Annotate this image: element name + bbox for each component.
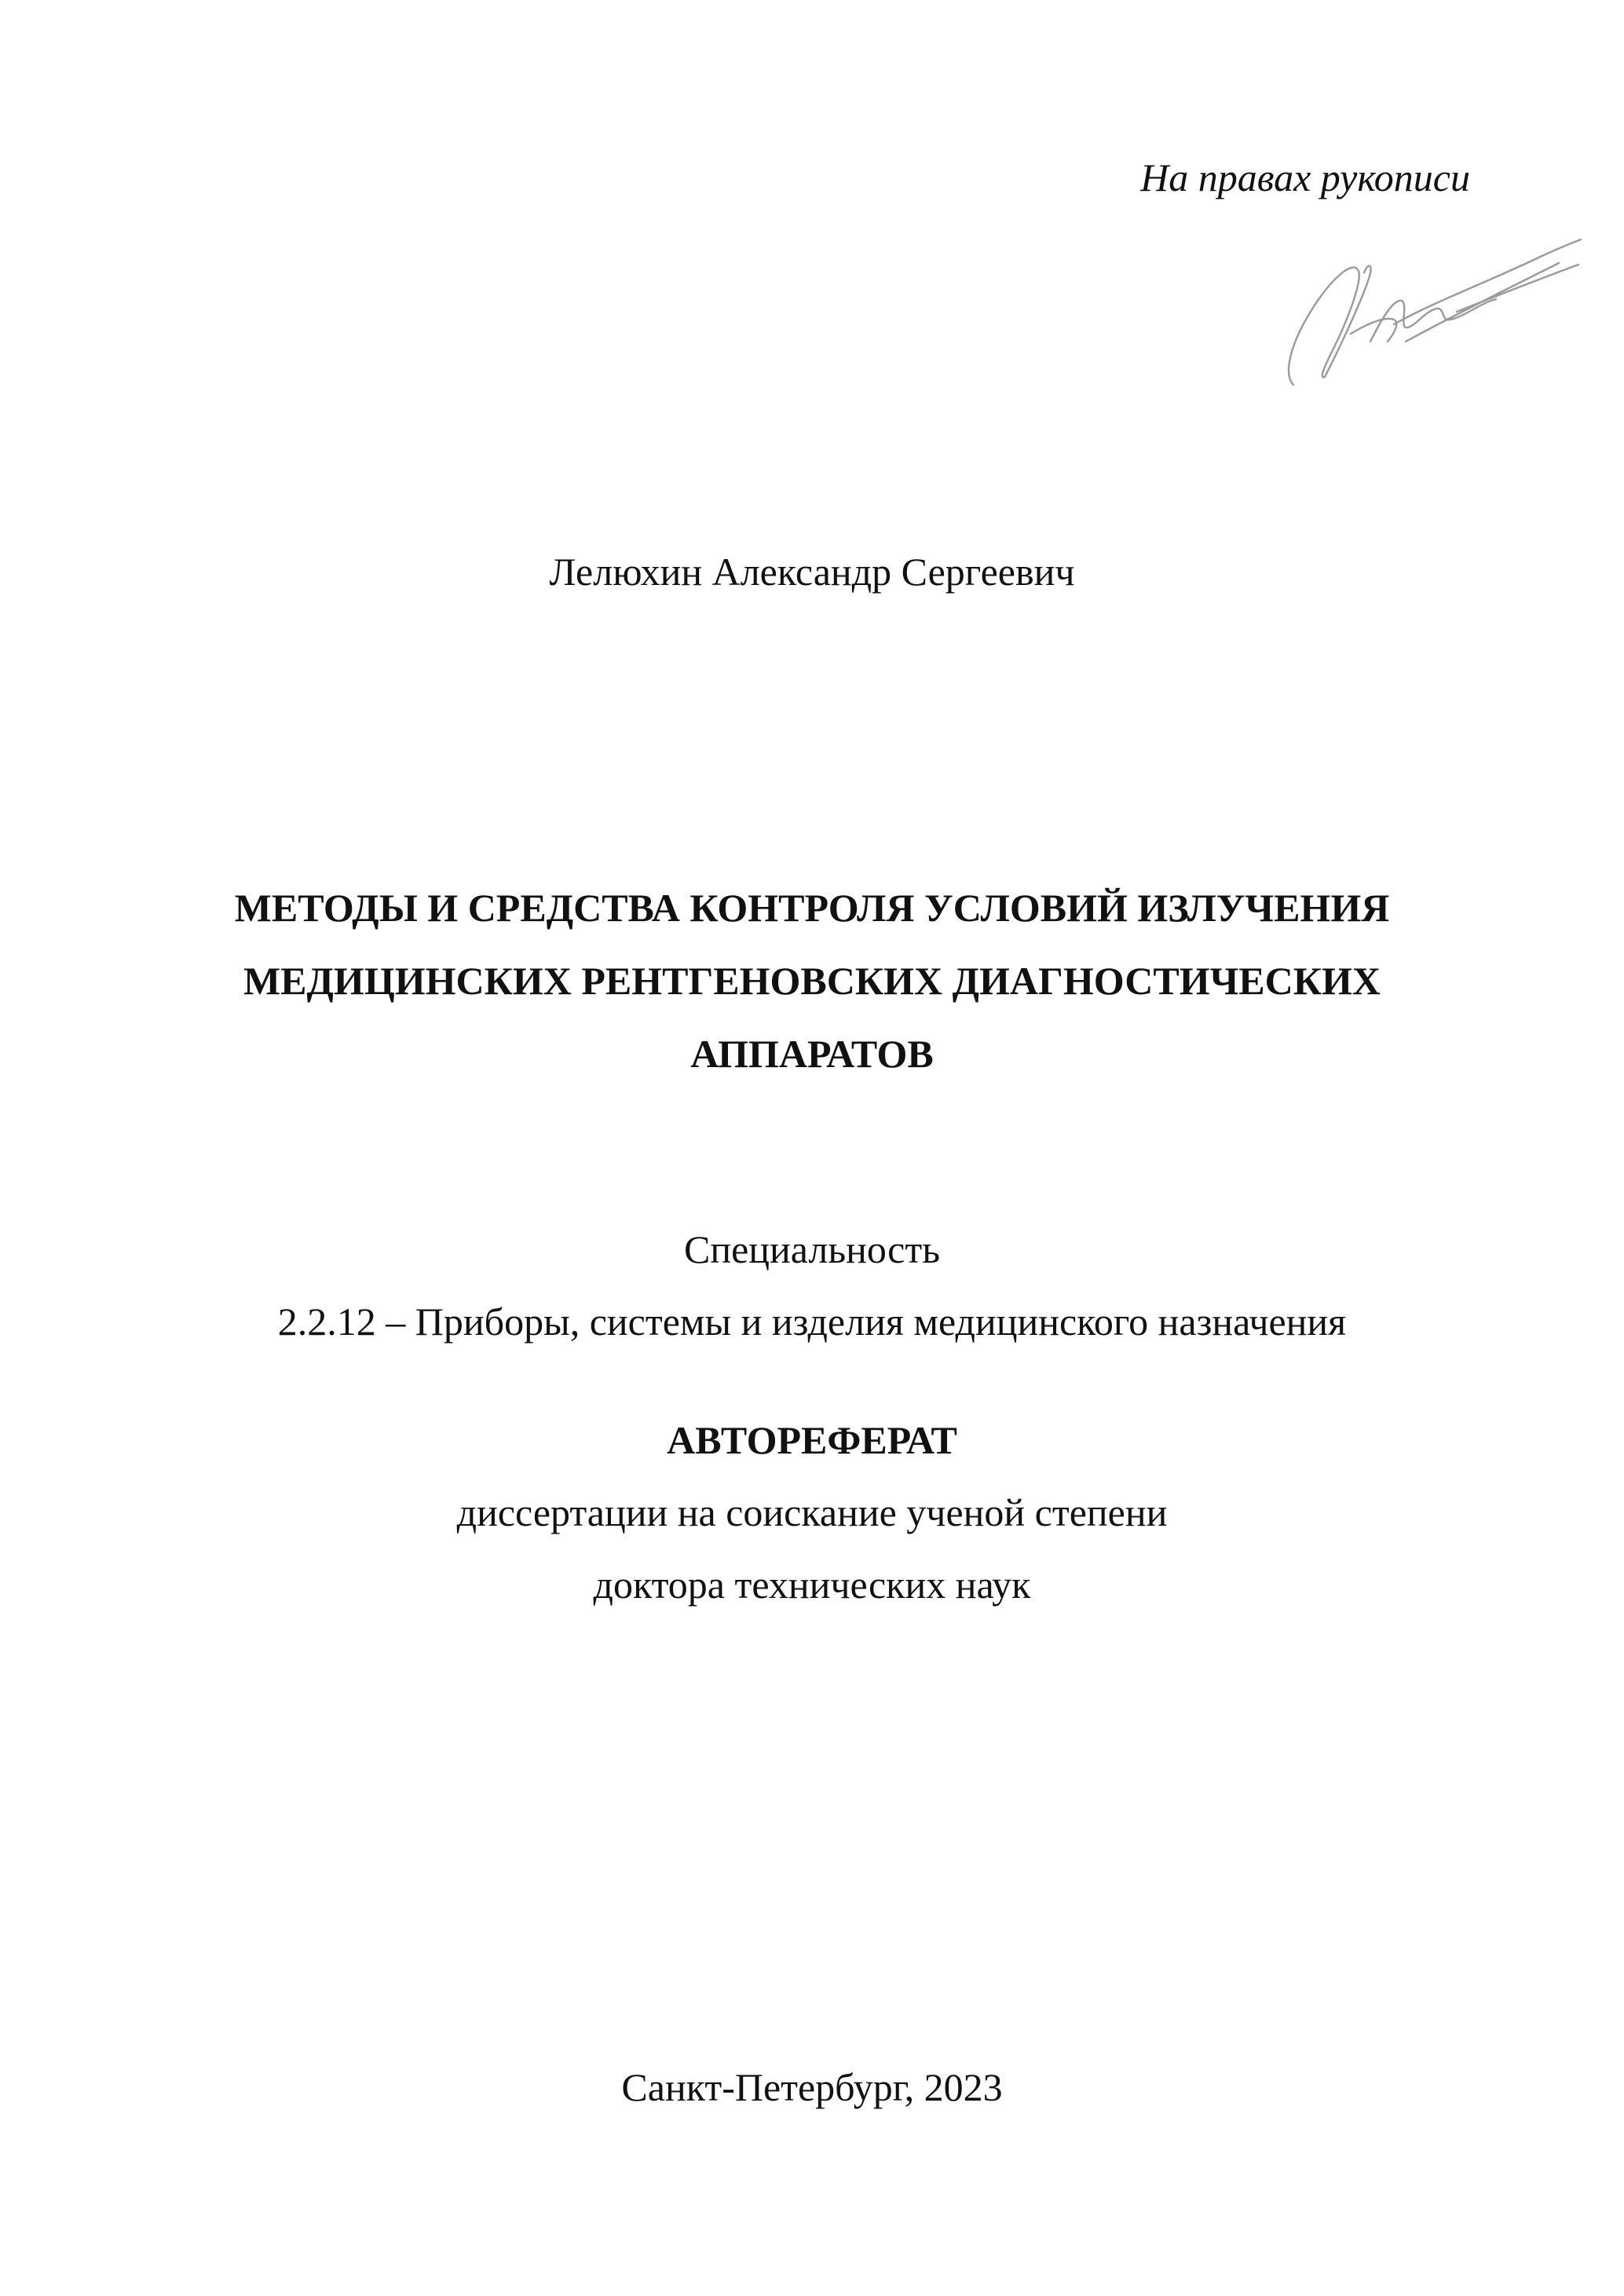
- specialty-code-name: 2.2.12 – Приборы, системы и изделия медицинского назначения: [277, 1300, 1347, 1344]
- title-line-3: АППАРАТОВ: [690, 1032, 934, 1076]
- manuscript-rights-note: На правах рукописи: [1140, 155, 1470, 199]
- author-name: Лелюхин Александр Сергеевич: [549, 550, 1075, 594]
- abstract-block: [0, 1404, 1624, 1621]
- title-line-2: МЕДИЦИНСКИХ РЕНТГЕНОВСКИХ ДИАГНОСТИЧЕСКИХ: [243, 959, 1381, 1003]
- specialty-block: [0, 1213, 1624, 1358]
- dissertation-title: [0, 872, 1624, 1091]
- handwritten-signature: [1276, 224, 1582, 393]
- city-year: Санкт-Петербург, 2023: [621, 2065, 1003, 2109]
- title-line-1: МЕТОДЫ И СРЕДСТВА КОНТРОЛЯ УСЛОВИЙ ИЗЛУЧЕНИЯ: [234, 886, 1390, 930]
- specialty-label: Специальность: [683, 1227, 941, 1271]
- abstract-degree-line: доктора технических наук: [593, 1563, 1031, 1607]
- abstract-purpose-line: диссертации на соискание ученой степени: [456, 1490, 1168, 1534]
- abstract-heading: АВТОРЕФЕРАТ: [667, 1418, 957, 1462]
